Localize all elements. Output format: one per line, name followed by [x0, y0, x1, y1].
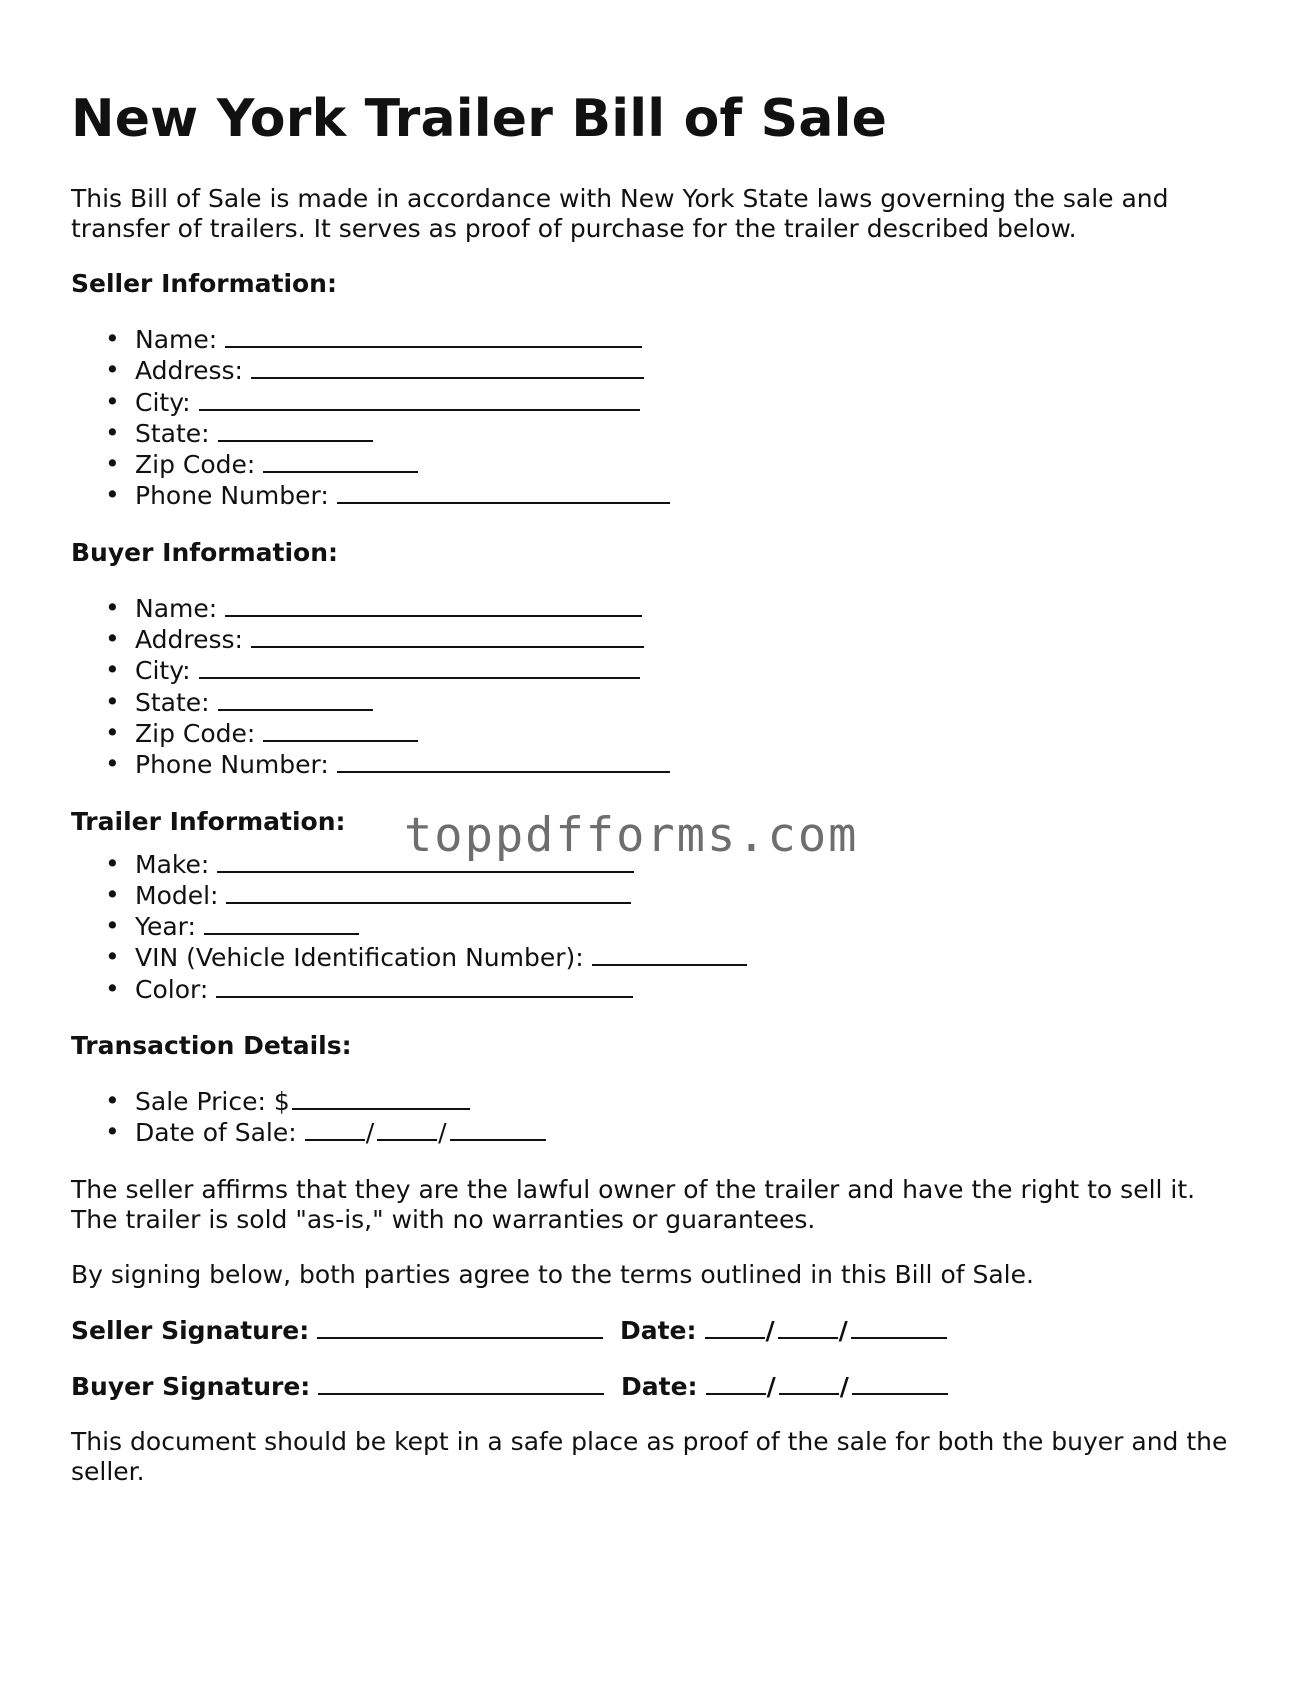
buyer-phone-blank[interactable]: [337, 749, 670, 773]
agreement-paragraph: By signing below, both parties agree to the terms outlined in this Bill of Sale.: [71, 1259, 1034, 1289]
seller-phone-blank[interactable]: [337, 480, 670, 504]
closing-paragraph: This document should be kept in a safe place as proof of the sale for both the buyer and the seller.: [71, 1426, 1228, 1486]
seller-state-field: • State:: [135, 418, 1241, 449]
date-of-sale-field: • Date of Sale: / /: [135, 1117, 1241, 1148]
buyer-address-field: • Address:: [135, 624, 1241, 655]
buyer-date-month-blank[interactable]: [706, 1371, 766, 1395]
transaction-fields: [71, 1086, 1241, 1149]
trailer-make-field: • Make:: [135, 849, 1241, 880]
buyer-state-field: • State:: [135, 687, 1241, 718]
buyer-city-field: • City:: [135, 655, 1241, 686]
seller-name-blank[interactable]: [225, 324, 642, 348]
bill-of-sale-document: [71, 88, 1241, 1512]
buyer-signature-line: Buyer Signature: Date: / /: [71, 1371, 1241, 1402]
buyer-fields: [71, 593, 1241, 781]
trailer-heading: Trailer Information:: [71, 806, 346, 836]
buyer-date-year-blank[interactable]: [852, 1371, 948, 1395]
watermark-text: toppdfforms.com: [404, 808, 859, 863]
document-title: New York Trailer Bill of Sale: [71, 89, 888, 149]
transaction-heading: Transaction Details:: [71, 1031, 352, 1061]
buyer-zip-field: • Zip Code:: [135, 718, 1241, 749]
buyer-name-field: • Name:: [135, 593, 1241, 624]
trailer-vin-blank[interactable]: [592, 942, 747, 966]
trailer-color-blank[interactable]: [216, 974, 633, 998]
seller-heading: Seller Information:: [71, 269, 337, 298]
trailer-color-field: • Color:: [135, 974, 1241, 1005]
seller-name-field: • Name:: [135, 324, 1241, 355]
trailer-model-field: • Model:: [135, 880, 1241, 911]
seller-fields: [71, 324, 1241, 512]
trailer-year-blank[interactable]: [204, 911, 359, 935]
sale-year-blank[interactable]: [450, 1117, 546, 1141]
sale-month-blank[interactable]: [305, 1117, 365, 1141]
affirmation-paragraph: The seller affirms that they are the lawful owner of the trailer and have the right to sell it. The trailer is sold "as-is," with no warranties or guarantees.: [71, 1174, 1196, 1234]
seller-address-blank[interactable]: [251, 355, 644, 379]
trailer-year-field: • Year:: [135, 911, 1241, 942]
buyer-date-day-blank[interactable]: [779, 1371, 839, 1395]
buyer-city-blank[interactable]: [199, 655, 640, 679]
buyer-address-blank[interactable]: [251, 624, 644, 648]
seller-city-field: • City:: [135, 387, 1241, 418]
trailer-vin-field: • VIN (Vehicle Identification Number):: [135, 942, 1241, 973]
seller-signature-line: Seller Signature: Date: / /: [71, 1315, 1241, 1346]
seller-zip-field: • Zip Code:: [135, 449, 1241, 480]
sale-day-blank[interactable]: [377, 1117, 437, 1141]
buyer-zip-blank[interactable]: [263, 718, 418, 742]
seller-phone-field: • Phone Number:: [135, 480, 1241, 511]
buyer-heading: Buyer Information:: [71, 537, 339, 567]
seller-date-month-blank[interactable]: [705, 1315, 765, 1339]
buyer-signature-blank[interactable]: [318, 1371, 604, 1395]
seller-date-year-blank[interactable]: [851, 1315, 947, 1339]
seller-address-field: • Address:: [135, 355, 1241, 386]
seller-signature-blank[interactable]: [317, 1315, 603, 1339]
buyer-state-blank[interactable]: [218, 687, 373, 711]
seller-city-blank[interactable]: [199, 387, 640, 411]
sale-price-field: • Sale Price: $: [135, 1086, 1241, 1117]
buyer-phone-field: • Phone Number:: [135, 749, 1241, 780]
sale-price-blank[interactable]: [292, 1086, 470, 1110]
intro-paragraph: This Bill of Sale is made in accordance with New York State laws governing the sale and transfer of trailers. It serves as proof of purchase for the trailer described below.: [71, 184, 1169, 243]
buyer-name-blank[interactable]: [225, 593, 642, 617]
seller-state-blank[interactable]: [218, 418, 373, 442]
trailer-fields: [71, 849, 1241, 1005]
seller-zip-blank[interactable]: [263, 449, 418, 473]
seller-date-day-blank[interactable]: [778, 1315, 838, 1339]
trailer-model-blank[interactable]: [226, 880, 631, 904]
